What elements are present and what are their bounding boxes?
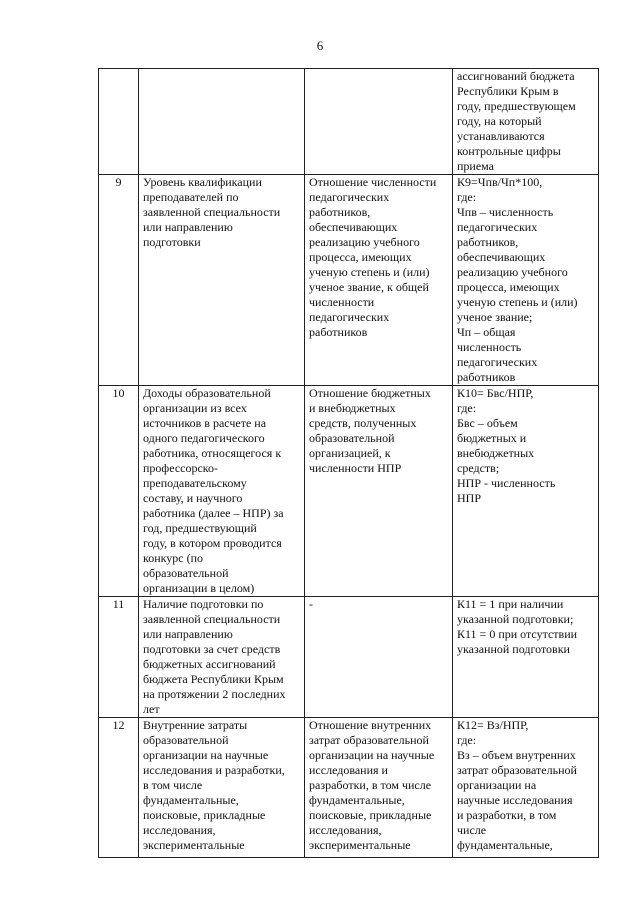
indicator-cell: Доходы образовательной организации из всех источников в расчете на одного педагогического работника, относящегося к профессорско- преподавательскому составу, и научного работника (далее – НПР) за год, предшествующий году, в котором проводится конкурс (по образовательной организации в целом) [139,386,305,597]
row-number: 9 [99,175,139,386]
formula-cell: К11 = 1 при наличии указанной подготовки; К11 = 0 при отсутствии указанной подготовки [453,597,599,718]
row-number: 11 [99,597,139,718]
table-row [99,718,599,858]
indicator-cell: Наличие подготовки по заявленной специальности или направлению подготовки за счет средств бюджетных ассигнований бюджета Республики Крым на протяжении 2 последних лет [139,597,305,718]
row-number [99,69,139,175]
page-number: 6 [316,38,324,53]
method-cell [305,69,453,175]
formula-cell: К10= Бвс/НПР, где: Бвс – объем бюджетных и внебюджетных средств; НПР - численность НПР [453,386,599,597]
table-row [99,69,599,175]
method-cell: Отношение численности педагогических работников, обеспечивающих реализацию учебного процесса, имеющих ученую степень и (или) ученое звание, к общей численности педагогических работников [305,175,453,386]
indicator-cell: Уровень квалификации преподавателей по заявленной специальности или направлению подготовки [139,175,305,386]
method-cell: - [305,597,453,718]
table-row [99,175,599,386]
formula-cell: К12= Вз/НПР, где: Вз – объем внутренних затрат образовательной организации на научные исследования и разработки, в том числе фундаментальные, [453,718,599,858]
row-number: 12 [99,718,139,858]
row-number: 10 [99,386,139,597]
table-row [99,386,599,597]
table-row [99,597,599,718]
indicator-cell [139,69,305,175]
method-cell: Отношение внутренних затрат образовательной организации на научные исследования и разработки, в том числе фундаментальные, поисковые, прикладные исследования, экспериментальные [305,718,453,858]
indicator-cell: Внутренние затраты образовательной организации на научные исследования и разработки, в том числе фундаментальные, поисковые, прикладные исследования, экспериментальные [139,718,305,858]
method-cell: Отношение бюджетных и внебюджетных средств, полученных образовательной организацией, к численности НПР [305,386,453,597]
formula-cell: ассигнований бюджета Республики Крым в году, предшествующем году, на который устанавливаются контрольные цифры приема [453,69,599,175]
criteria-table [98,68,599,858]
formula-cell: К9=Чпв/Чп*100, где: Чпв – численность педагогических работников, обеспечивающих реализацию учебного процесса, имеющих ученую степень и (или) ученое звание; Чп – общая численность педагогических работников [453,175,599,386]
